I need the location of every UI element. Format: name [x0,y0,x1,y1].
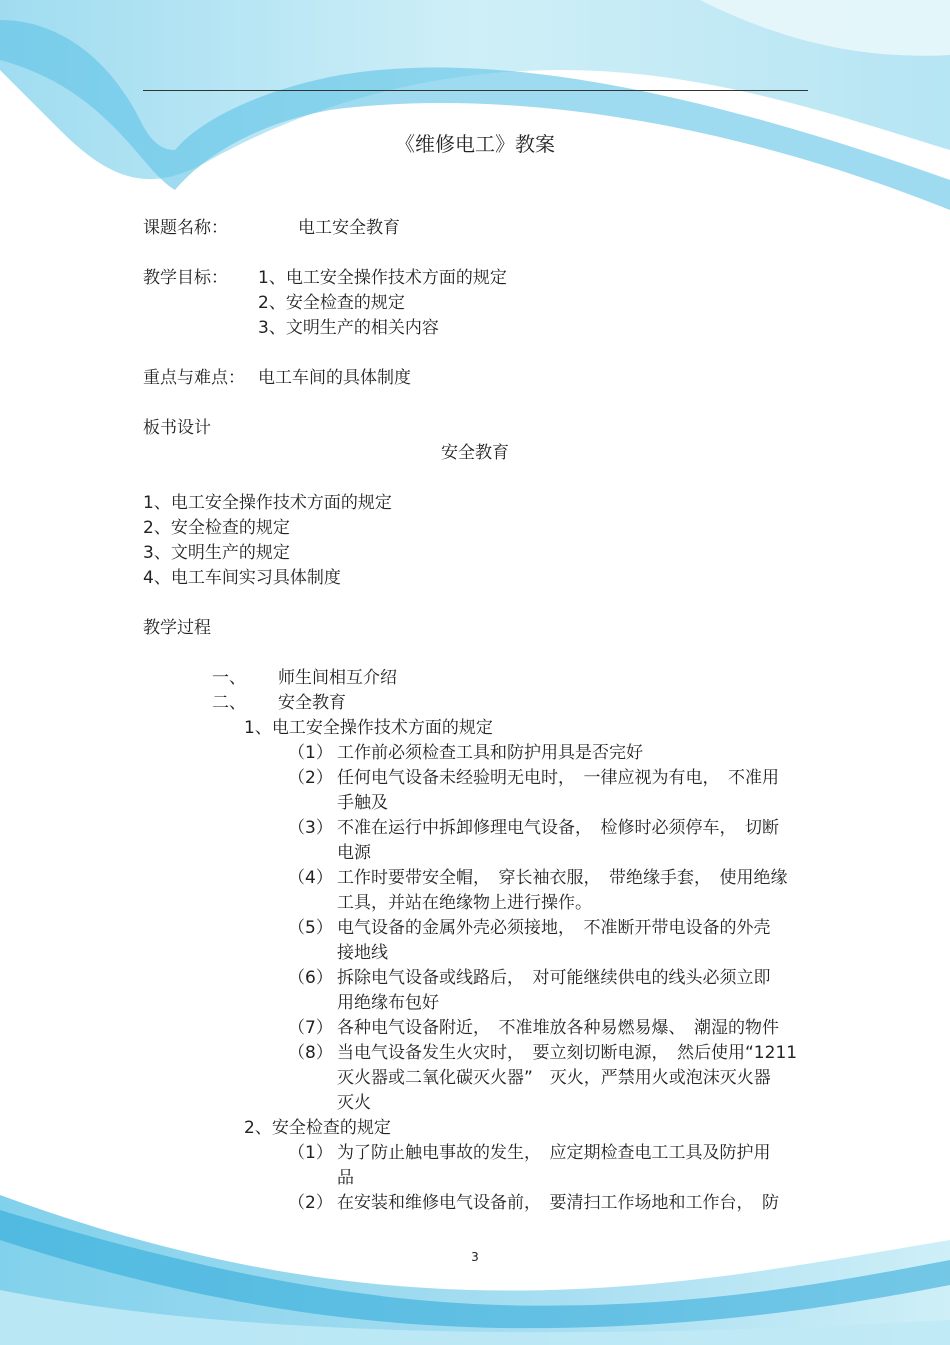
item-number: （1） [288,1143,333,1163]
item-text: 不准在运行中拆卸修理电气设备， 检修时必须停车， 切断 [337,818,779,838]
item-number: （5） [288,918,333,938]
document-title: 《维修电工》教案 [395,132,555,156]
board-item: 1、电工安全操作技术方面的规定 [143,493,392,513]
board-item: 2、安全检查的规定 [143,518,290,538]
item-text: 工具，并站在绝缘物上进行操作。 [337,893,592,913]
goal-label: 教学目标： [143,268,228,288]
item-text: 在安装和维修电气设备前， 要清扫工作场地和工作台， 防 [337,1193,779,1213]
item-number: （4） [288,868,333,888]
item-number: （3） [288,818,333,838]
item-text: 灭火 [337,1093,371,1113]
key-value: 电工车间的具体制度 [258,368,411,388]
subject-label: 课题名称： [143,218,228,238]
goal-item: 1、电工安全操作技术方面的规定 [258,268,507,288]
header-rule [143,90,808,91]
item-number: （2） [288,1193,333,1213]
item-text: 用绝缘布包好 [337,993,439,1013]
subject-value: 电工安全教育 [298,218,400,238]
key-label: 重点与难点： [143,368,245,388]
section-title: 师生间相互介绍 [278,668,397,688]
item-number: （8） [288,1043,333,1063]
goal-item: 2、安全检查的规定 [258,293,405,313]
item-text: 品 [337,1168,354,1188]
section-number: 一、 [212,668,246,688]
item-text: 任何电气设备未经验明无电时， 一律应视为有电， 不准用 [337,768,779,788]
item-number: （1） [288,743,333,763]
board-item: 3、文明生产的规定 [143,543,290,563]
item-text: 灭火器或二氧化碳灭火器” 灭火，严禁用火或泡沫灭火器 [337,1068,771,1088]
item-text: 电气设备的金属外壳必须接地， 不准断开带电设备的外壳 [337,918,771,938]
item-text: 电源 [337,843,371,863]
board-title: 安全教育 [441,443,509,463]
board-item: 4、电工车间实习具体制度 [143,568,341,588]
process-label: 教学过程 [143,618,211,638]
subsection-title: 2、安全检查的规定 [244,1118,391,1138]
section-title: 安全教育 [278,693,346,713]
page-number: 3 [471,1250,479,1264]
item-text: 工作前必须检查工具和防护用具是否完好 [337,743,643,763]
item-text: 接地线 [337,943,388,963]
item-text: 当电气设备发生火灾时， 要立刻切断电源， 然后使用“1211 [337,1043,798,1063]
item-number: （2） [288,768,333,788]
item-text: 手触及 [337,793,388,813]
section-number: 二、 [212,693,246,713]
item-text: 为了防止触电事故的发生， 应定期检查电工工具及防护用 [337,1143,771,1163]
item-number: （7） [288,1018,333,1038]
item-text: 工作时要带安全帽， 穿长袖衣服， 带绝缘手套， 使用绝缘 [337,868,788,888]
subsection-title: 1、电工安全操作技术方面的规定 [244,718,493,738]
item-number: （6） [288,968,333,988]
item-text: 各种电气设备附近， 不准堆放各种易燃易爆、 潮湿的物件 [337,1018,779,1038]
board-label: 板书设计 [143,418,211,438]
goal-item: 3、文明生产的相关内容 [258,318,439,338]
item-text: 拆除电气设备或线路后， 对可能继续供电的线头必须立即 [337,968,771,988]
